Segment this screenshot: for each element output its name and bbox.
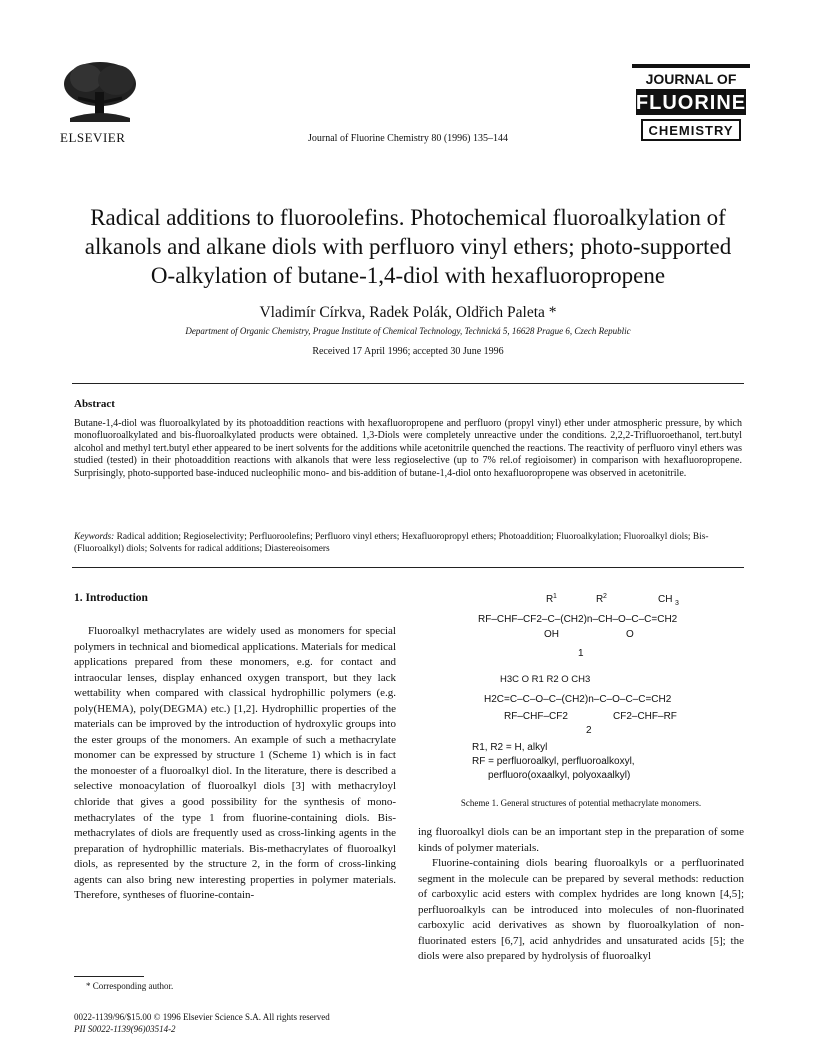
s1-r1-sup: 1: [553, 593, 557, 600]
journal-citation: Journal of Fluorine Chemistry 80 (1996) 135–144: [308, 133, 508, 144]
logo-line-2: FLUORINE: [635, 92, 747, 114]
pii-line: PII S0022-1139(96)03514-2: [74, 1024, 176, 1034]
logo-line-1: JOURNAL OF: [645, 71, 737, 87]
journal-logo: [632, 64, 750, 142]
s1-oh: OH: [544, 629, 559, 640]
s2-main-chain: H2C=C–C–O–C–(CH2)n–C–O–C–C=CH2: [484, 694, 672, 705]
affiliation: Department of Organic Chemistry, Prague Institute of Chemical Technology, Technická 5, 16628 Prague 6, Czech Republic: [185, 326, 631, 336]
def-rf-cont: perfluoro(oxaalkyl, polyoxaalkyl): [488, 770, 631, 781]
paragraph-text: Fluoroalkyl methacrylates are widely used as monomers for special polymers in technical and biomedical applications. Materials for medical applications prepared from these monomers, e.g. for contact and intraocular lenses, display enhanced oxygen transport, but they lack wettability when compared with classical hydrophillic polymers (e.g. poly(HEMA), poly(DEGMA) etc.) [1,2]. Hydrophillic properties of the materials can be improved by the introduction of hydroxylic groups into the ester groups of the monomers. An example of such a methacrylate monomer can be expressed by structure 1 (Scheme 1) which is in fact the monoester of a fluoroalkyl diol. In the literature, there is described a selective monoacylation of fluoroalkyl diols [3] with methacryloyl chloride that gives a good possibility for the synthesis of mono-methacrylates of the type 1 from fluorine-containing diols. Bis-methacrylates of diols are frequently used as cross-linking agents in the preparation of hydrophillic materials. Bis-methacrylates of fluoroalkyl diols, as represented by the structure 2, in the form of cross-linking agents can also bring new interesting properties in polymer materials. Therefore, syntheses of fluorine-contain-: [74, 625, 396, 902]
divider: [72, 383, 744, 384]
s2-bottom-left: RF–CHF–CF2: [504, 711, 568, 722]
received-dates: Received 17 April 1996; accepted 30 June 1996: [312, 346, 504, 357]
keywords-label: Keywords:: [74, 532, 115, 542]
intro-right-column: [418, 825, 744, 965]
s2-label: 2: [586, 725, 592, 736]
article-title: [70, 203, 746, 290]
s1-ch3-sub: 3: [675, 600, 679, 607]
copyright-block: [74, 1011, 330, 1035]
def-r: R1, R2 = H, alkyl: [472, 742, 548, 753]
divider: [72, 567, 744, 568]
s1-o: O: [626, 629, 634, 640]
s1-r2-sup: 2: [603, 593, 607, 600]
title-line: Radical additions to fluoroolefins. Photochemical fluoroalkylation of: [90, 205, 726, 230]
footnote: * Corresponding author.: [86, 981, 174, 991]
abstract-heading: Abstract: [74, 398, 115, 410]
section-heading: 1. Introduction: [74, 592, 148, 604]
footnote-rule: [74, 976, 144, 977]
s1-r1: R: [546, 594, 554, 605]
paragraph-text: Fluorine-containing diols bearing fluoroalkyls or a perfluorinated segment in the molecule can be prepared by several methods: reduction of carboxylic acid esters with complex hydrides are long known [4,5]; perfluoroalkyls can be introduced into molecules of non-fluorinated carboxylic acid derivatives as shown by fluoroalkylation of non-fluorinated esters [6,7], acid anhydrides and unsaturated acids [5]; the diols were also prepared by hydrolysis of fluoroalkyl: [418, 857, 744, 963]
keywords-text: Radical addition; Regioselectivity; Perfluoroolefins; Perfluoro vinyl ethers; Hexafluoropropyl ethers; Photoaddition; Fluoroalkylation; Fluoroalkyl diols; Bis-(Fluoroalkyl) diols; Solvents for radical additions; Diastereoisomers: [74, 532, 709, 554]
s1-ch3: CH: [658, 594, 673, 605]
logo-line-3: CHEMISTRY: [648, 123, 734, 138]
scheme-1-structures: [418, 590, 744, 805]
paragraph-text: ing fluoroalkyl diols can be an important step in the preparation of some kinds of polymer materials.: [418, 826, 744, 854]
s1-main-chain: RF–CHF–CF2–C–(CH2)n–CH–O–C–C=CH2: [478, 614, 678, 625]
publisher-name: ELSEVIER: [60, 130, 126, 145]
copyright-line: 0022-1139/96/$15.00 © 1996 Elsevier Science S.A. All rights reserved: [74, 1012, 330, 1022]
s2-bottom-right: CF2–CHF–RF: [613, 711, 677, 722]
title-line: O-alkylation of butane-1,4-diol with hexafluoropropene: [150, 263, 666, 288]
def-rf: RF = perfluoroalkyl, perfluoroalkoxyl,: [472, 756, 635, 767]
s1-label: 1: [578, 648, 584, 659]
keywords: [74, 531, 742, 555]
abstract-text: Butane-1,4-diol was fluoroalkylated by its photoaddition reactions with hexafluoropropene and perfluoro (propyl vinyl) ether under atmospheric pressure, by which monofluoroalkylated and bis-fluoroalkylated products were obtained. 1,3-Diols were completely unreactive under the conditions. 2,2,2-Trifluoroethanol, tert.butyl alcohol and methyl tert.butyl ether appeared to be inert solvents for the additions while acetonitrile quenched the reactions. The reactivity of perfluoro vinyl ethers was studied (tested) in their photoaddition reactions with alkanols that were less regioselective (up to 7% rel.of regioisomer) in comparison with hexafluoropropene. Surprisingly, photo-supported base-induced nucleophilic mono- and bis-addition of butane-1,4-diol onto hexafluoropropene was observed in acetonitrile.: [74, 418, 742, 479]
intro-paragraph: [74, 624, 396, 904]
title-line: alkanols and alkane diols with perfluoro vinyl ethers; photo-supported: [84, 234, 732, 259]
s2-top: H3C O R1 R2 O CH3: [500, 674, 591, 685]
scheme-caption: Scheme 1. General structures of potential methacrylate monomers.: [460, 798, 702, 808]
elsevier-tree-logo: [60, 58, 140, 124]
s1-r2: R: [596, 594, 604, 605]
author-list: Vladimír Církva, Radek Polák, Oldřich Paleta *: [259, 304, 557, 321]
